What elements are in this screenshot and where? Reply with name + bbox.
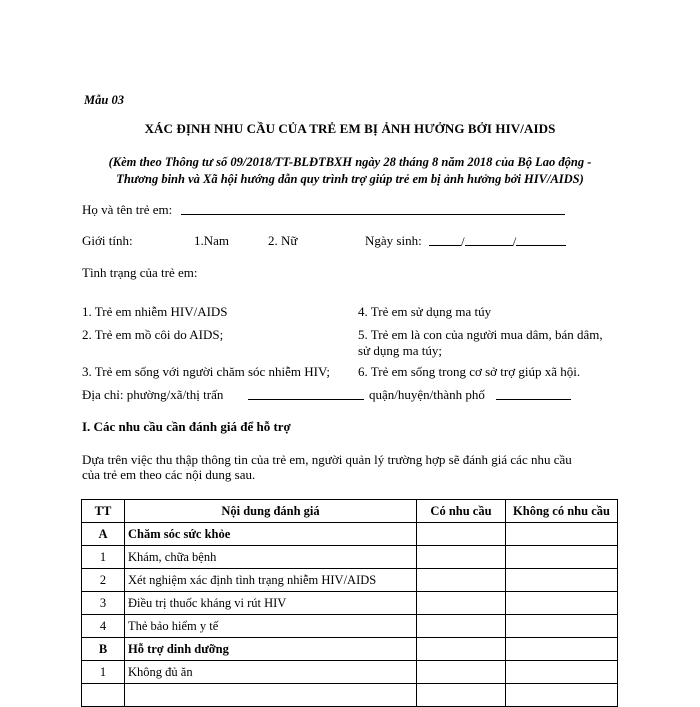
no-need-cell[interactable] xyxy=(506,569,618,592)
row-tt xyxy=(82,684,125,707)
status-item-5-line2: sử dụng ma túy; xyxy=(358,343,442,358)
status-item-5-line1: 5. Trẻ em là con của người mua dâm, bán dâm, xyxy=(358,327,603,342)
address-ward-field[interactable] xyxy=(248,387,364,404)
gender-label: Giới tính: xyxy=(82,233,133,248)
address-label: Địa chỉ: phường/xã/thị trấn xyxy=(82,387,224,402)
header-tt: TT xyxy=(82,500,125,523)
document-subtitle-line2: Thương binh và Xã hội hướng dẫn quy trình trợ giúp trẻ em bị ảnh hưởng bởi HIV/AIDS) xyxy=(116,172,584,186)
table-header-row xyxy=(82,500,618,523)
name-row xyxy=(82,202,172,218)
no-need-cell[interactable] xyxy=(506,615,618,638)
section-1-heading: I. Các nhu cầu cần đánh giá để hỗ trợ xyxy=(82,419,291,434)
table-row xyxy=(82,615,618,638)
header-need: Có nhu cầu xyxy=(417,500,506,523)
no-need-cell[interactable] xyxy=(506,523,618,546)
name-blank-line xyxy=(181,202,565,215)
status-item-2: 2. Trẻ em mồ côi do AIDS; xyxy=(82,327,224,342)
address-district-blank xyxy=(496,387,571,400)
name-label: Họ và tên trẻ em: xyxy=(82,202,173,217)
no-need-cell[interactable] xyxy=(506,684,618,707)
row-content: Điều trị thuốc kháng vi rút HIV xyxy=(125,592,417,615)
row-tt: B xyxy=(82,638,125,661)
status-item-1: 1. Trẻ em nhiễm HIV/AIDS xyxy=(82,304,228,319)
address-district-field[interactable] xyxy=(496,387,571,404)
row-tt: 4 xyxy=(82,615,125,638)
need-cell[interactable] xyxy=(417,569,506,592)
header-no-need: Không có nhu cầu xyxy=(506,500,618,523)
table-row xyxy=(82,684,618,707)
section-1-intro-line2: của trẻ em theo các nội dung sau. xyxy=(82,467,256,482)
form-code: Mẫu 03 xyxy=(84,93,124,107)
status-item-3: 3. Trẻ em sống với người chăm sóc nhiễm HIV; xyxy=(82,364,331,379)
table-row xyxy=(82,638,618,661)
row-tt: 1 xyxy=(82,661,125,684)
address-district-label: quận/huyện/thành phố xyxy=(369,387,485,402)
dob-field[interactable] xyxy=(429,233,566,250)
row-content: Xét nghiệm xác định tình trạng nhiễm HIV/AIDS xyxy=(125,569,417,592)
need-cell[interactable] xyxy=(417,638,506,661)
gender-option-male[interactable]: 1.Nam xyxy=(194,233,230,248)
need-cell[interactable] xyxy=(417,615,506,638)
need-cell[interactable] xyxy=(417,523,506,546)
dob-label: Ngày sinh: xyxy=(365,233,422,248)
need-cell[interactable] xyxy=(417,546,506,569)
dob-year-blank xyxy=(516,233,566,246)
status-item-4: 4. Trẻ em sử dụng ma túy xyxy=(358,304,492,319)
dob-separator: / xyxy=(461,234,465,249)
status-label: Tình trạng của trẻ em: xyxy=(82,265,198,280)
need-cell[interactable] xyxy=(417,684,506,707)
header-content: Nội dung đánh giá xyxy=(125,500,417,523)
need-cell[interactable] xyxy=(417,592,506,615)
no-need-cell[interactable] xyxy=(506,638,618,661)
row-tt: 2 xyxy=(82,569,125,592)
dob-separator: / xyxy=(512,234,517,249)
row-content: Không đủ ăn xyxy=(125,661,417,684)
row-tt: A xyxy=(82,523,125,546)
row-content: Hỗ trợ dinh dưỡng xyxy=(125,638,417,661)
row-content: Khám, chữa bệnh xyxy=(125,546,417,569)
row-content: Thẻ bảo hiểm y tế xyxy=(125,615,417,638)
document-subtitle-line1: (Kèm theo Thông tư số 09/2018/TT-BLĐTBXH ngày 28 tháng 8 năm 2018 của Bộ Lao động - xyxy=(108,155,592,169)
row-tt: 1 xyxy=(82,546,125,569)
document-title: XÁC ĐỊNH NHU CẦU CỦA TRẺ EM BỊ ẢNH HƯỞNG BỞI HIV/AIDS xyxy=(144,121,556,136)
dob-month-blank xyxy=(465,233,513,246)
name-field[interactable] xyxy=(181,202,565,219)
no-need-cell[interactable] xyxy=(506,661,618,684)
section-1-intro-line1: Dựa trên việc thu thập thông tin của trẻ em, người quản lý trường hợp sẽ đánh giá các nhu cầu xyxy=(82,452,572,467)
table-row xyxy=(82,546,618,569)
table-row xyxy=(82,661,618,684)
no-need-cell[interactable] xyxy=(506,546,618,569)
row-tt: 3 xyxy=(82,592,125,615)
table-row xyxy=(82,592,618,615)
needs-assessment-table xyxy=(81,499,618,707)
gender-option-female[interactable]: 2. Nữ xyxy=(268,233,298,248)
need-cell[interactable] xyxy=(417,661,506,684)
row-content: Chăm sóc sức khỏe xyxy=(125,523,417,546)
table-row xyxy=(82,523,618,546)
dob-day-blank xyxy=(429,233,461,246)
row-content xyxy=(125,684,417,707)
table-row xyxy=(82,569,618,592)
no-need-cell[interactable] xyxy=(506,592,618,615)
address-ward-blank xyxy=(248,387,364,400)
status-item-6: 6. Trẻ em sống trong cơ sở trợ giúp xã hội. xyxy=(358,364,581,379)
